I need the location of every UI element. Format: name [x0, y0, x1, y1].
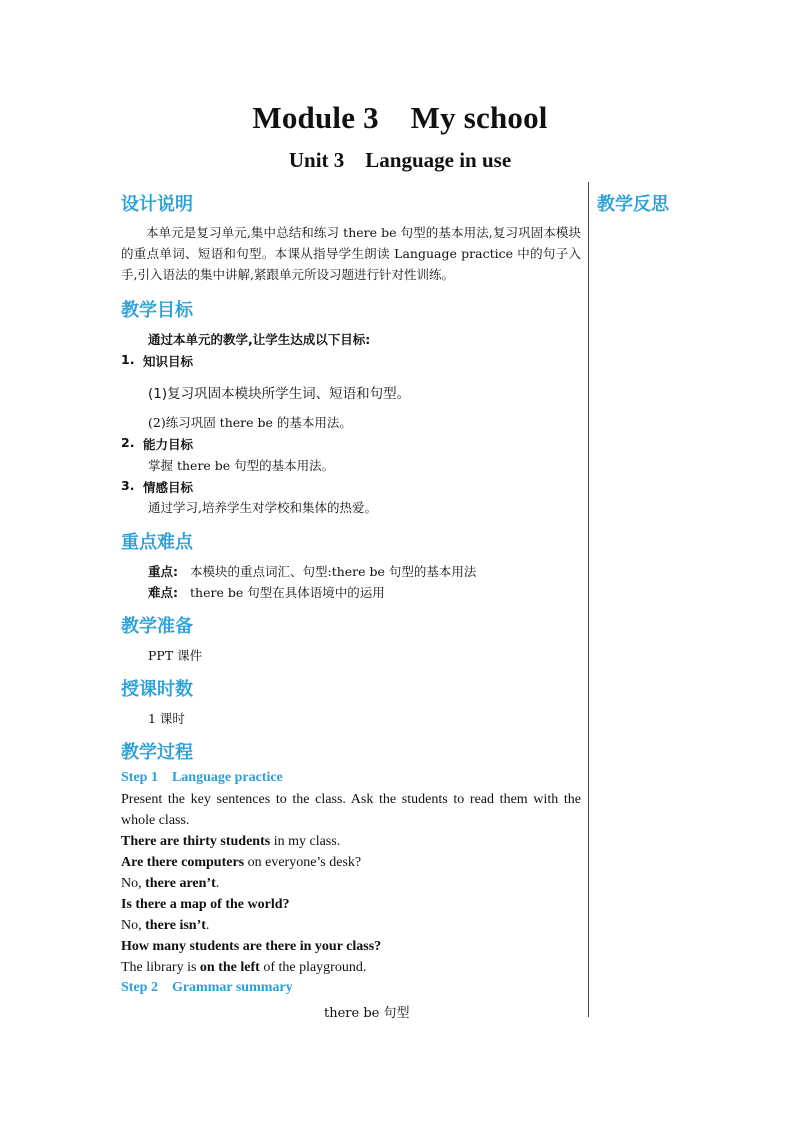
step-1-heading: Step 1 Language practice: [121, 770, 283, 785]
step-1-text-line-2: whole class.: [121, 813, 190, 828]
sentence-7: [121, 960, 366, 976]
goal-3-label: 情感目标: [143, 480, 194, 495]
sentence-5-rest: .: [205, 918, 210, 933]
sentence-1-rest: in my class.: [270, 834, 341, 849]
goals-heading: 教学目标: [121, 300, 193, 321]
key-text: 本模块的重点词汇、句型:there be 句型的基本用法: [190, 564, 477, 579]
prep-heading: 教学准备: [121, 616, 193, 637]
sentence-7-pre: The library is: [121, 960, 200, 975]
column-divider: [588, 182, 589, 1017]
difficulty-label: 难点:: [148, 585, 178, 600]
hours-heading: 授课时数: [121, 679, 193, 700]
goal-2-sub1: 掌握 there be 句型的基本用法。: [148, 458, 335, 473]
sentence-2: [121, 855, 361, 871]
goal-1-number: 1.: [121, 352, 135, 367]
sentence-7-bold: on the left: [199, 960, 260, 975]
sentence-6: [121, 939, 381, 955]
hours-text: 1 课时: [148, 711, 185, 726]
sentence-5-bold: there isn’t: [145, 918, 206, 933]
page-subtitle: Unit 3 Language in use: [288, 148, 512, 172]
sentence-4-bold: Is there a map of the world?: [121, 897, 290, 912]
difficulty-text: there be 句型在具体语境中的运用: [190, 585, 385, 600]
goal-3-number: 3.: [121, 478, 135, 493]
sentence-3-bold: there aren’t: [145, 876, 216, 891]
sentence-6-bold: How many students are there in your class?: [121, 939, 382, 954]
goal-3-sub1: 通过学习,培养学生对学校和集体的热爱。: [148, 500, 377, 515]
step-2-heading: Step 2 Grammar summary: [121, 980, 293, 995]
sentence-7-rest: of the playground.: [259, 960, 367, 975]
sentence-2-bold: Are there computers: [121, 855, 245, 870]
sentence-4: [121, 897, 290, 913]
sentence-3: [121, 876, 219, 892]
sentence-5-pre: No,: [121, 918, 146, 933]
page-title: Module 3 My school: [252, 100, 548, 135]
sentence-2-rest: on everyone’s desk?: [244, 855, 362, 870]
goal-1-sub2: (2)练习巩固 there be 的基本用法。: [148, 415, 352, 430]
sentence-3-rest: .: [215, 876, 220, 891]
sentence-1: [121, 834, 340, 850]
prep-text: PPT 课件: [148, 648, 203, 663]
goal-1-sub1: (1)复习巩固本模块所学生词、短语和句型。: [148, 386, 411, 402]
design-heading: 设计说明: [121, 194, 193, 215]
grammar-caption: there be 句型: [324, 1006, 410, 1021]
design-text: 本单元是复习单元,集中总结和练习 there be 句型的基本用法,复习巩固本模块的重点单词、短语和句型。本课从指导学生朗读 Language practice 中的句子入手,引入语法的集中讲解,紧跟单元所设习题进行针对性训练。: [121, 225, 581, 282]
process-heading: 教学过程: [121, 742, 193, 763]
reflection-heading: 教学反思: [597, 194, 669, 215]
goal-2-number: 2.: [121, 435, 135, 450]
goal-2-label: 能力目标: [143, 437, 194, 452]
goals-intro: 通过本单元的教学,让学生达成以下目标:: [148, 332, 371, 347]
sentence-1-bold: There are thirty students: [121, 834, 271, 849]
key-heading: 重点难点: [121, 532, 193, 553]
step-1-text-line-1: Present the key sentences to the class. Ask the students to read them with the: [121, 792, 581, 807]
sentence-5: [121, 918, 209, 934]
sentence-3-pre: No,: [121, 876, 146, 891]
goal-1-label: 知识目标: [143, 354, 194, 369]
key-label: 重点:: [148, 564, 178, 579]
